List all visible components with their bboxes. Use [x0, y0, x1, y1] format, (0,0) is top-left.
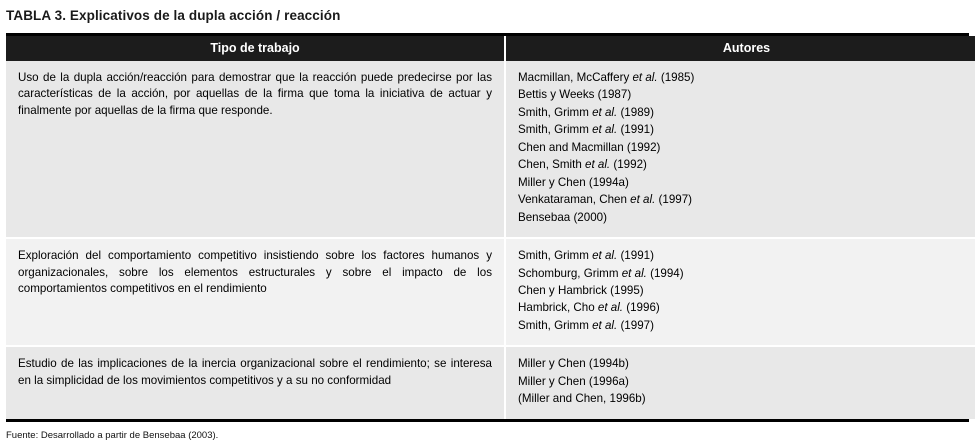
table-row	[6, 346, 975, 418]
table-row	[6, 238, 975, 346]
column-header-tipo-de-trabajo: Tipo de trabajo	[6, 36, 505, 61]
author-entry: Macmillan, McCaffery et al. (1985)	[518, 71, 695, 84]
column-header-autores: Autores	[505, 36, 975, 61]
author-entry: Smith, Grimm et al. (1989)	[518, 105, 654, 119]
author-entry: (Miller and Chen, 1996b)	[518, 392, 646, 406]
author-entry: Schomburg, Grimm et al. (1994)	[518, 266, 684, 280]
table-container	[6, 33, 969, 422]
author-entry: Hambrick, Cho et al. (1996)	[518, 301, 660, 315]
cell-tipo-de-trabajo: Exploración del comportamiento competitivo insistiendo sobre los factores humanos y organizacionales, sobre los elementos estructurales y sobre el impacto de los comportamientos competitivos en el rendimiento	[6, 238, 505, 346]
explanatory-table	[6, 36, 975, 419]
table-title: TABLA 3. Explicativos de la dupla acción / reacción	[6, 8, 341, 23]
author-entry: Miller y Chen (1996a)	[518, 374, 629, 388]
table-body	[6, 61, 975, 419]
author-entry: Smith, Grimm et al. (1991)	[518, 123, 654, 137]
author-entry: Miller y Chen (1994b)	[518, 357, 629, 371]
cell-autores	[505, 61, 975, 238]
cell-autores	[505, 346, 975, 418]
author-entry: Venkataraman, Chen et al. (1997)	[518, 193, 693, 207]
table-source-note: Fuente: Desarrollado a partir de Bensebaa (2003).	[6, 429, 219, 441]
author-entry: Bettis y Weeks (1987)	[518, 88, 632, 102]
author-entry: Miller y Chen (1994a)	[518, 175, 629, 189]
author-entry: Chen and Macmillan (1992)	[518, 140, 661, 154]
author-entry: Chen, Smith et al. (1992)	[518, 158, 647, 172]
table-header-row	[6, 36, 975, 61]
cell-tipo-de-trabajo: Estudio de las implicaciones de la inercia organizacional sobre el rendimiento; se interesa en la simplicidad de los movimientos competitivos y a su no conformidad	[6, 346, 505, 418]
author-entry: Chen y Hambrick (1995)	[518, 283, 644, 297]
cell-tipo-de-trabajo: Uso de la dupla acción/reacción para demostrar que la reacción puede predecirse por las características de la acción, por aquellas de la firma que toma la iniciativa de actuar y finalmente por aquellas de la firma que responde.	[6, 61, 505, 238]
cell-autores	[505, 238, 975, 346]
author-entry: Smith, Grimm et al. (1997)	[518, 318, 654, 332]
author-entry: Bensebaa (2000)	[518, 210, 607, 224]
author-entry: Smith, Grimm et al. (1991)	[518, 249, 654, 263]
table-head	[6, 36, 975, 61]
table-row	[6, 61, 975, 238]
